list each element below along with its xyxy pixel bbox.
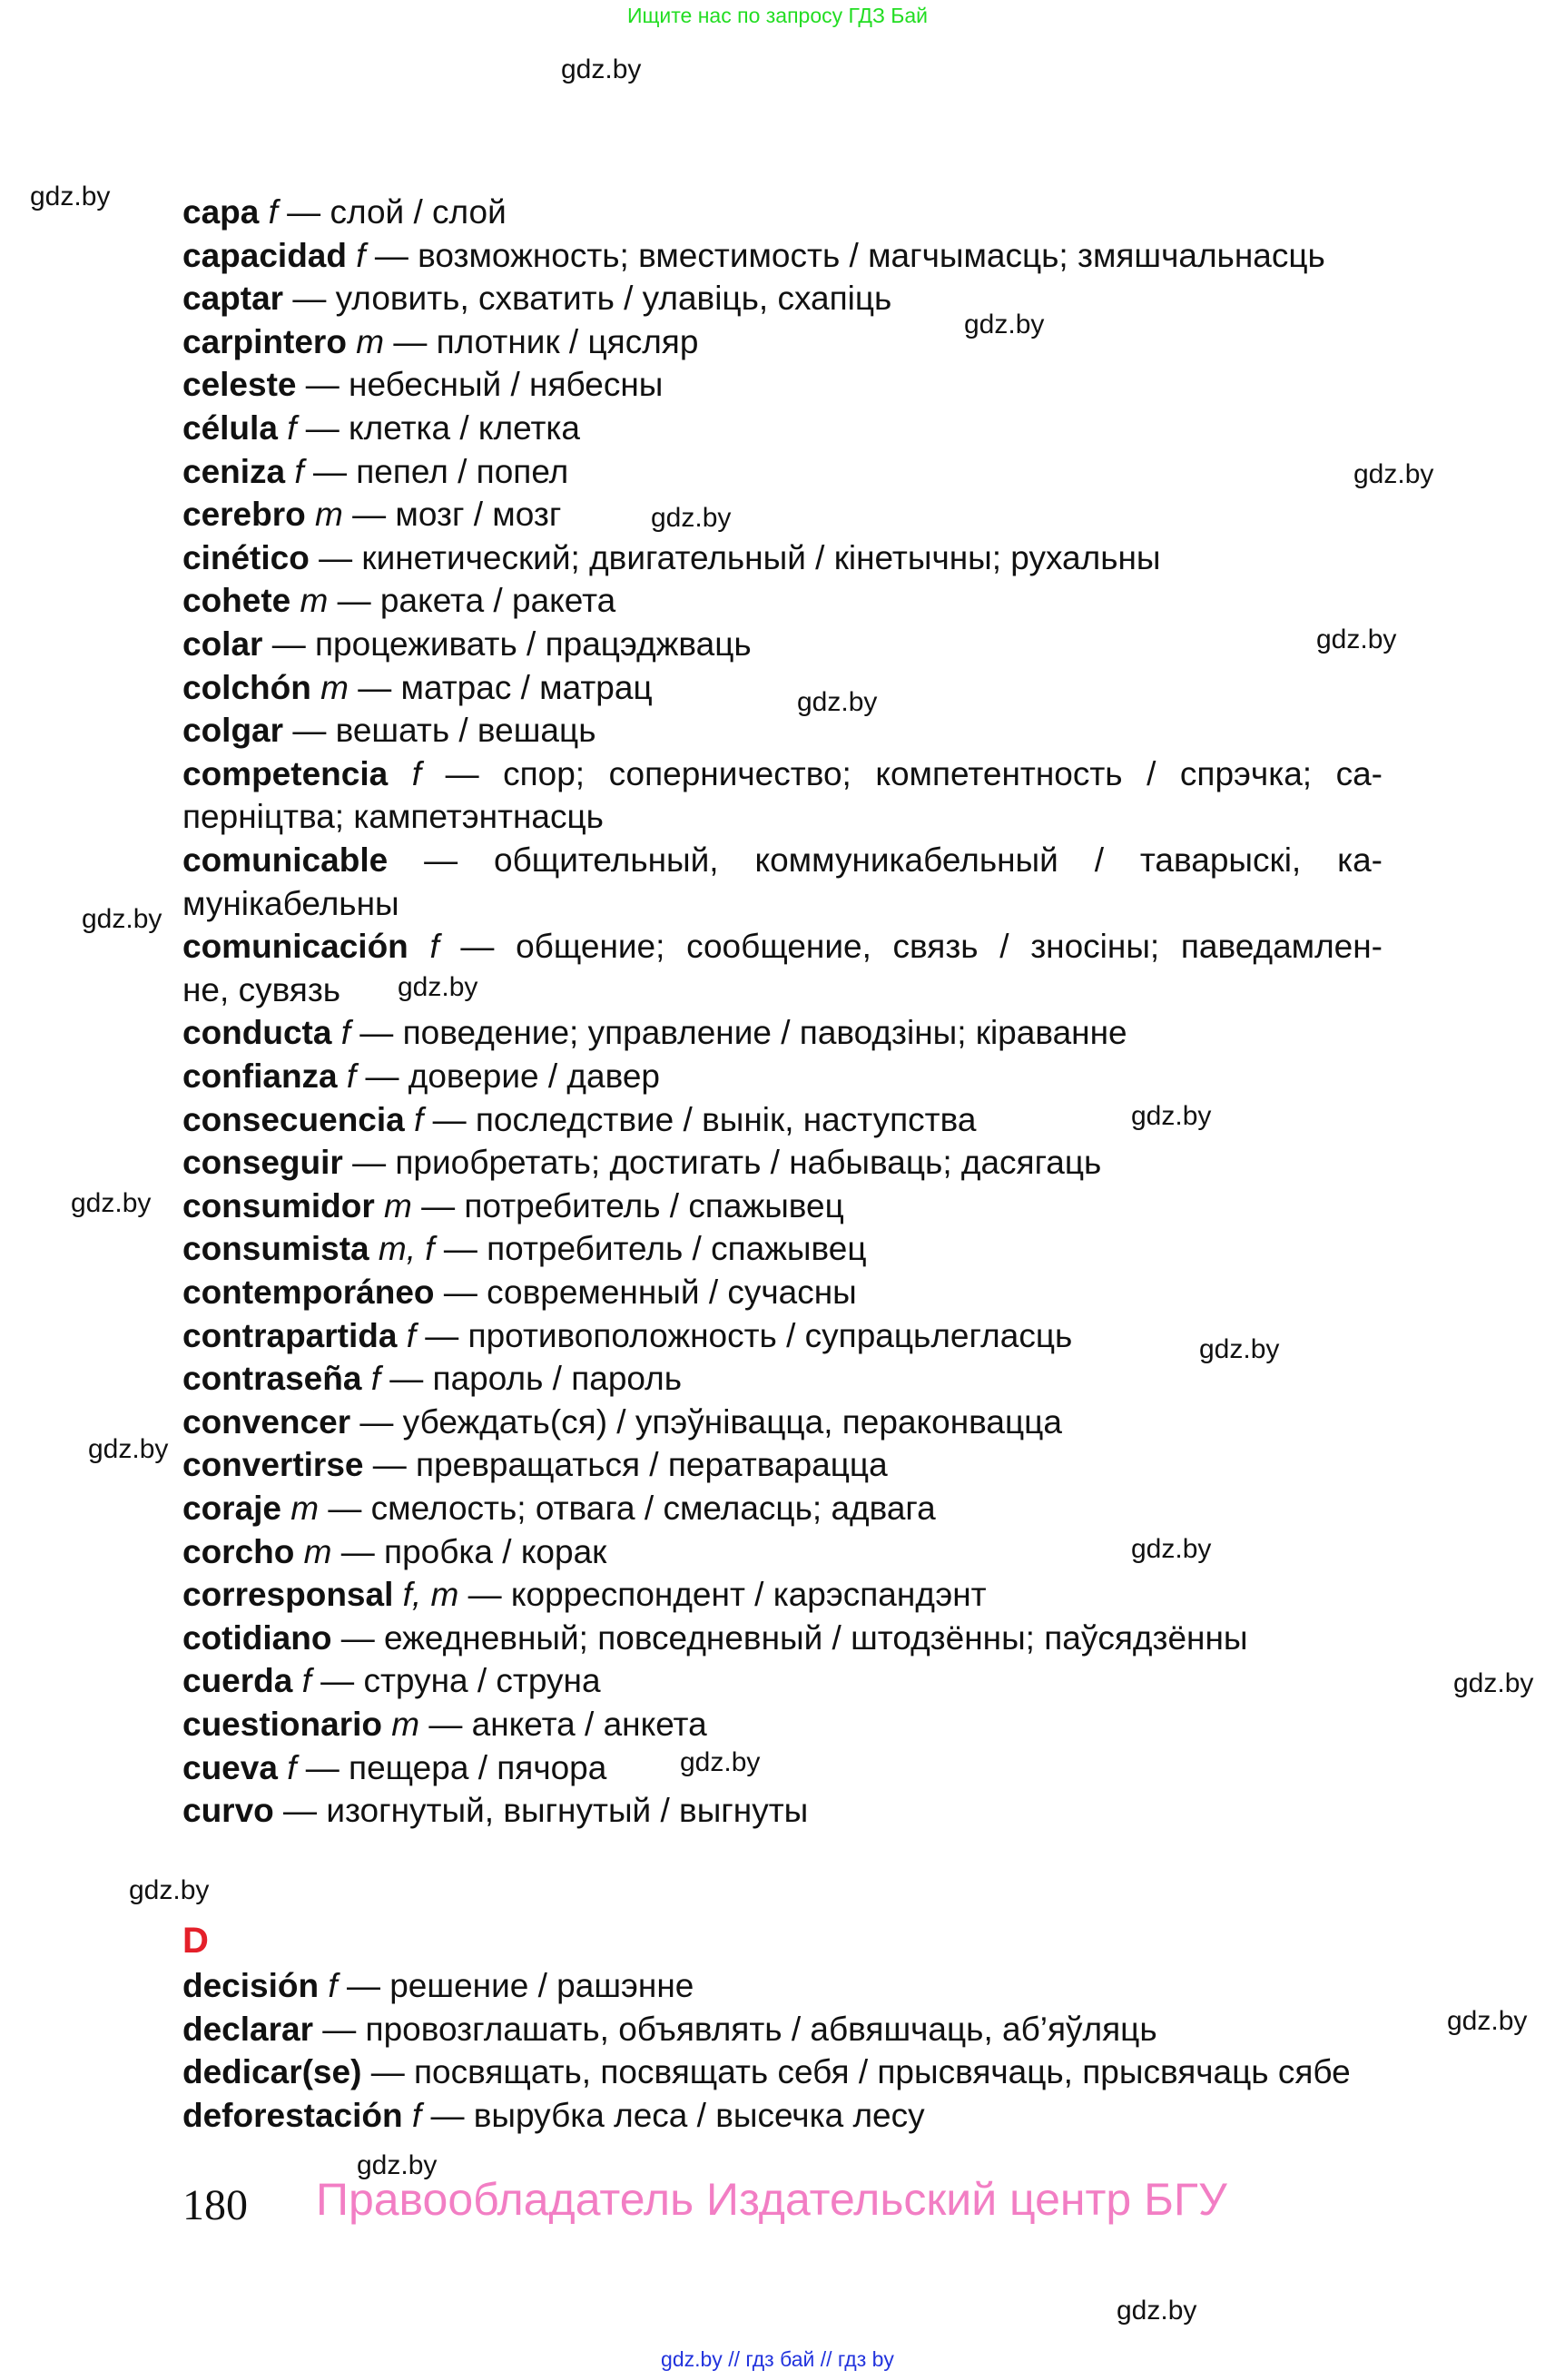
translation: — смелость; отвага / смеласць; адвага: [319, 1490, 936, 1527]
headword: contraseña: [182, 1360, 362, 1398]
headword: corcho: [182, 1532, 295, 1570]
dictionary-entry: [182, 320, 1383, 364]
watermark-text: gdz.by: [88, 1434, 169, 1464]
headword: cotidiano: [182, 1618, 332, 1657]
watermark-text: gdz.by: [30, 182, 111, 211]
dictionary-entry: [182, 709, 1383, 752]
headword: declarar: [182, 2010, 313, 2048]
watermark-text: gdz.by: [1453, 1668, 1534, 1698]
translation: — превращаться / ператварацца: [363, 1446, 888, 1484]
dictionary-entry: [182, 1964, 1383, 2008]
dictionary-entry: [182, 1185, 1383, 1228]
headword: captar: [182, 280, 284, 318]
watermark-text: gdz.by: [651, 503, 732, 533]
translation: — небесный / нябесны: [296, 366, 664, 404]
headword: cueva: [182, 1748, 278, 1786]
headword: corresponsal: [182, 1576, 394, 1614]
watermark-text: gdz.by: [1117, 2296, 1197, 2326]
translation: — современный / сучасны: [434, 1274, 857, 1311]
headword: confianza: [182, 1057, 338, 1095]
translation: — корреспондент / карэспандэнт: [458, 1576, 987, 1614]
headword: cuestionario: [182, 1706, 382, 1743]
translation: — плотник / цясляр: [384, 322, 699, 360]
headword: contrapartida: [182, 1316, 398, 1354]
grammar-label: f: [411, 2096, 422, 2134]
headword: curvo: [182, 1792, 274, 1830]
headword: consumidor: [182, 1186, 375, 1224]
translation: — клетка / клетка: [296, 409, 580, 447]
translation-continued: мунікабельны: [182, 884, 399, 922]
grammar-label: f: [328, 1967, 338, 2004]
grammar-label: m: [356, 322, 385, 360]
dictionary-entry: [182, 407, 1383, 450]
translation: — вешать / вешаць: [283, 712, 596, 750]
translation: — провозглашать, объявлять / абвяшчаць, аб’яўляць: [313, 2010, 1157, 2048]
header-banner[interactable]: Ищите нас по запросу ГДЗ Бай: [626, 4, 929, 27]
translation: — вырубка леса / высечка лесу: [421, 2096, 925, 2134]
translation: — уловить, схватить / улавіць, схапіць: [283, 280, 892, 318]
headword: colchón: [182, 668, 311, 706]
translation: — ежедневный; повседневный / штодзённы; паўсядзённы: [331, 1618, 1248, 1657]
translation: — противоположность / супрацьлегласць: [416, 1316, 1073, 1354]
headword: ceniza: [182, 452, 286, 490]
headword: contemporáneo: [182, 1274, 435, 1311]
dictionary-entry: [182, 1703, 1383, 1746]
dictionary-entry: [182, 925, 1383, 969]
watermark-text: gdz.by: [964, 310, 1045, 339]
dictionary-entry: [182, 1401, 1383, 1444]
headword: cuerda: [182, 1662, 293, 1700]
watermark-text: gdz.by: [680, 1747, 761, 1777]
translation: — спор; соперничество; компетентность / спрэчка; са-: [421, 754, 1383, 792]
copyright-notice: Правообладатель Издательский центр БГУ: [316, 2174, 1227, 2225]
grammar-label: f: [406, 1316, 416, 1354]
watermark-text: gdz.by: [1316, 625, 1397, 654]
translation: — решение / рашэнне: [337, 1967, 694, 2004]
translation: — слой / слой: [277, 193, 507, 231]
headword: comunicación: [182, 928, 408, 966]
headword: cinético: [182, 538, 310, 576]
watermark-text: gdz.by: [1199, 1334, 1280, 1364]
grammar-label: m: [300, 582, 329, 620]
translation-continued: перніцтва; кампетэнтнасць: [182, 798, 604, 836]
dictionary-entry: [182, 536, 1383, 580]
grammar-label: f: [340, 1014, 351, 1052]
translation: — процеживать / працэджваць: [262, 625, 752, 663]
translation: — струна / струна: [310, 1662, 601, 1700]
headword: capacidad: [182, 236, 347, 274]
translation: — последствие / вынік, наступства: [423, 1100, 977, 1138]
translation: — убеждать(ся) / упэўнівацца, пераконвацца: [350, 1402, 1062, 1441]
grammar-label: f: [356, 236, 366, 274]
translation: — потребитель / спажывец: [411, 1186, 844, 1224]
watermark-text: gdz.by: [129, 1875, 210, 1905]
watermark-text: gdz.by: [357, 2150, 438, 2180]
translation: — анкета / анкета: [419, 1706, 707, 1743]
grammar-label: f: [294, 452, 304, 490]
grammar-label: f: [414, 1100, 424, 1138]
watermark-text: gdz.by: [71, 1188, 152, 1218]
dictionary-entry: [182, 493, 1383, 536]
watermark-text: gdz.by: [1353, 459, 1434, 489]
translation: — пещера / пячора: [296, 1748, 607, 1786]
translation: — приобретать; достигать / набываць; дасягаць: [342, 1144, 1102, 1182]
translation: — пароль / пароль: [379, 1360, 683, 1398]
translation: — изогнутый, выгнутый / выгнуты: [273, 1792, 809, 1830]
headword: cohete: [182, 582, 291, 620]
translation: — мозг / мозг: [342, 496, 562, 534]
headword: convencer: [182, 1402, 351, 1441]
translation: — общение; сообщение, связь / зносіны; паведамлен-: [438, 928, 1383, 966]
grammar-label: m: [290, 1490, 320, 1527]
dictionary-entry: [182, 2094, 1383, 2138]
grammar-label: f: [429, 928, 439, 966]
headword: conseguir: [182, 1144, 343, 1182]
translation: — возможность; вместимость / магчымасць; змяшчальнасць: [365, 236, 1325, 274]
translation-continued: не, сувязь: [182, 970, 341, 1008]
dictionary-entry: [182, 191, 1383, 234]
section-letter-d: D: [182, 1921, 209, 1961]
dictionary-entry: [182, 234, 1383, 278]
headword: consecuencia: [182, 1100, 405, 1138]
headword: comunicable: [182, 841, 389, 879]
translation: — ракета / ракета: [328, 582, 616, 620]
dictionary-entry: [182, 1573, 1383, 1617]
footer-links[interactable]: gdz.by // гдз бай // гдз by: [661, 2347, 894, 2371]
headword: conducta: [182, 1014, 332, 1052]
dictionary-entry: [182, 1443, 1383, 1487]
watermark-text: gdz.by: [82, 904, 162, 934]
translation: — пробка / корак: [331, 1532, 607, 1570]
grammar-label: f, m: [402, 1576, 459, 1614]
headword: coraje: [182, 1490, 282, 1527]
headword: cerebro: [182, 496, 306, 534]
dictionary-entry: [182, 1617, 1383, 1660]
headword: consumista: [182, 1230, 369, 1268]
grammar-label: f: [370, 1360, 380, 1398]
dictionary-entry: [182, 1746, 1383, 1790]
dictionary-entry-continuation: [182, 882, 1383, 926]
headword: célula: [182, 409, 278, 447]
dictionary-entry: [182, 1227, 1383, 1271]
headword: capa: [182, 193, 260, 231]
translation: — кинетический; двигательный / кінетычны; рухальны: [309, 538, 1161, 576]
translation: — общительный, коммуникабельный / таварыскі, ка-: [388, 841, 1383, 879]
headword: decisión: [182, 1967, 320, 2004]
dictionary-entry-continuation: [182, 969, 1383, 1012]
translation: — доверие / давер: [356, 1057, 660, 1095]
grammar-label: f: [268, 193, 278, 231]
translation: — поведение; управление / паводзіны; кіраванне: [350, 1014, 1127, 1052]
grammar-label: m: [315, 496, 343, 534]
dictionary-entry: [182, 579, 1383, 623]
grammar-label: m: [320, 668, 349, 706]
grammar-label: f: [411, 754, 422, 792]
watermark-text: gdz.by: [398, 972, 478, 1002]
headword: deforestación: [182, 2096, 403, 2134]
headword: celeste: [182, 366, 297, 404]
dictionary-entry: [182, 1789, 1383, 1833]
grammar-label: m: [303, 1532, 332, 1570]
grammar-label: f: [287, 409, 297, 447]
translation: — пепел / попел: [303, 452, 569, 490]
dictionary-entry: [182, 1055, 1383, 1098]
watermark-text: gdz.by: [561, 54, 642, 84]
headword: colgar: [182, 712, 284, 750]
translation: — матрас / матрац: [348, 668, 653, 706]
grammar-label: m: [384, 1186, 412, 1224]
dictionary-entry: [182, 363, 1383, 407]
translation: — посвящать, посвящать себя / прысвячаць, прысвячаць сябе: [361, 2053, 1351, 2091]
page-number: 180: [182, 2181, 248, 2229]
watermark-text: gdz.by: [1447, 2006, 1528, 2036]
dictionary-entry: [182, 752, 1383, 796]
headword: carpintero: [182, 322, 347, 360]
dictionary-entry: [182, 839, 1383, 882]
dictionary-entry: [182, 1487, 1383, 1530]
grammar-label: m, f: [378, 1230, 435, 1268]
headword: dedicar(se): [182, 2053, 362, 2091]
watermark-text: gdz.by: [1131, 1101, 1212, 1131]
dictionary-entry: [182, 2008, 1383, 2051]
dictionary-entry: [182, 2051, 1383, 2094]
headword: colar: [182, 625, 263, 663]
headword: competencia: [182, 754, 389, 792]
grammar-label: f: [287, 1748, 297, 1786]
watermark-text: gdz.by: [797, 687, 878, 717]
dictionary-entry: [182, 666, 1383, 710]
dictionary-entry: [182, 1141, 1383, 1185]
dictionary-entry: [182, 277, 1383, 320]
grammar-label: m: [391, 1706, 420, 1743]
translation: — потребитель / спажывец: [434, 1230, 867, 1268]
grammar-label: f: [301, 1662, 311, 1700]
dictionary-entry: [182, 450, 1383, 494]
dictionary-entry: [182, 1271, 1383, 1314]
dictionary-entry: [182, 623, 1383, 666]
dictionary-entry-continuation: [182, 795, 1383, 839]
headword: convertirse: [182, 1446, 364, 1484]
dictionary-entry: [182, 1659, 1383, 1703]
dictionary-entry: [182, 1011, 1383, 1055]
grammar-label: f: [346, 1057, 357, 1095]
watermark-text: gdz.by: [1131, 1534, 1212, 1564]
